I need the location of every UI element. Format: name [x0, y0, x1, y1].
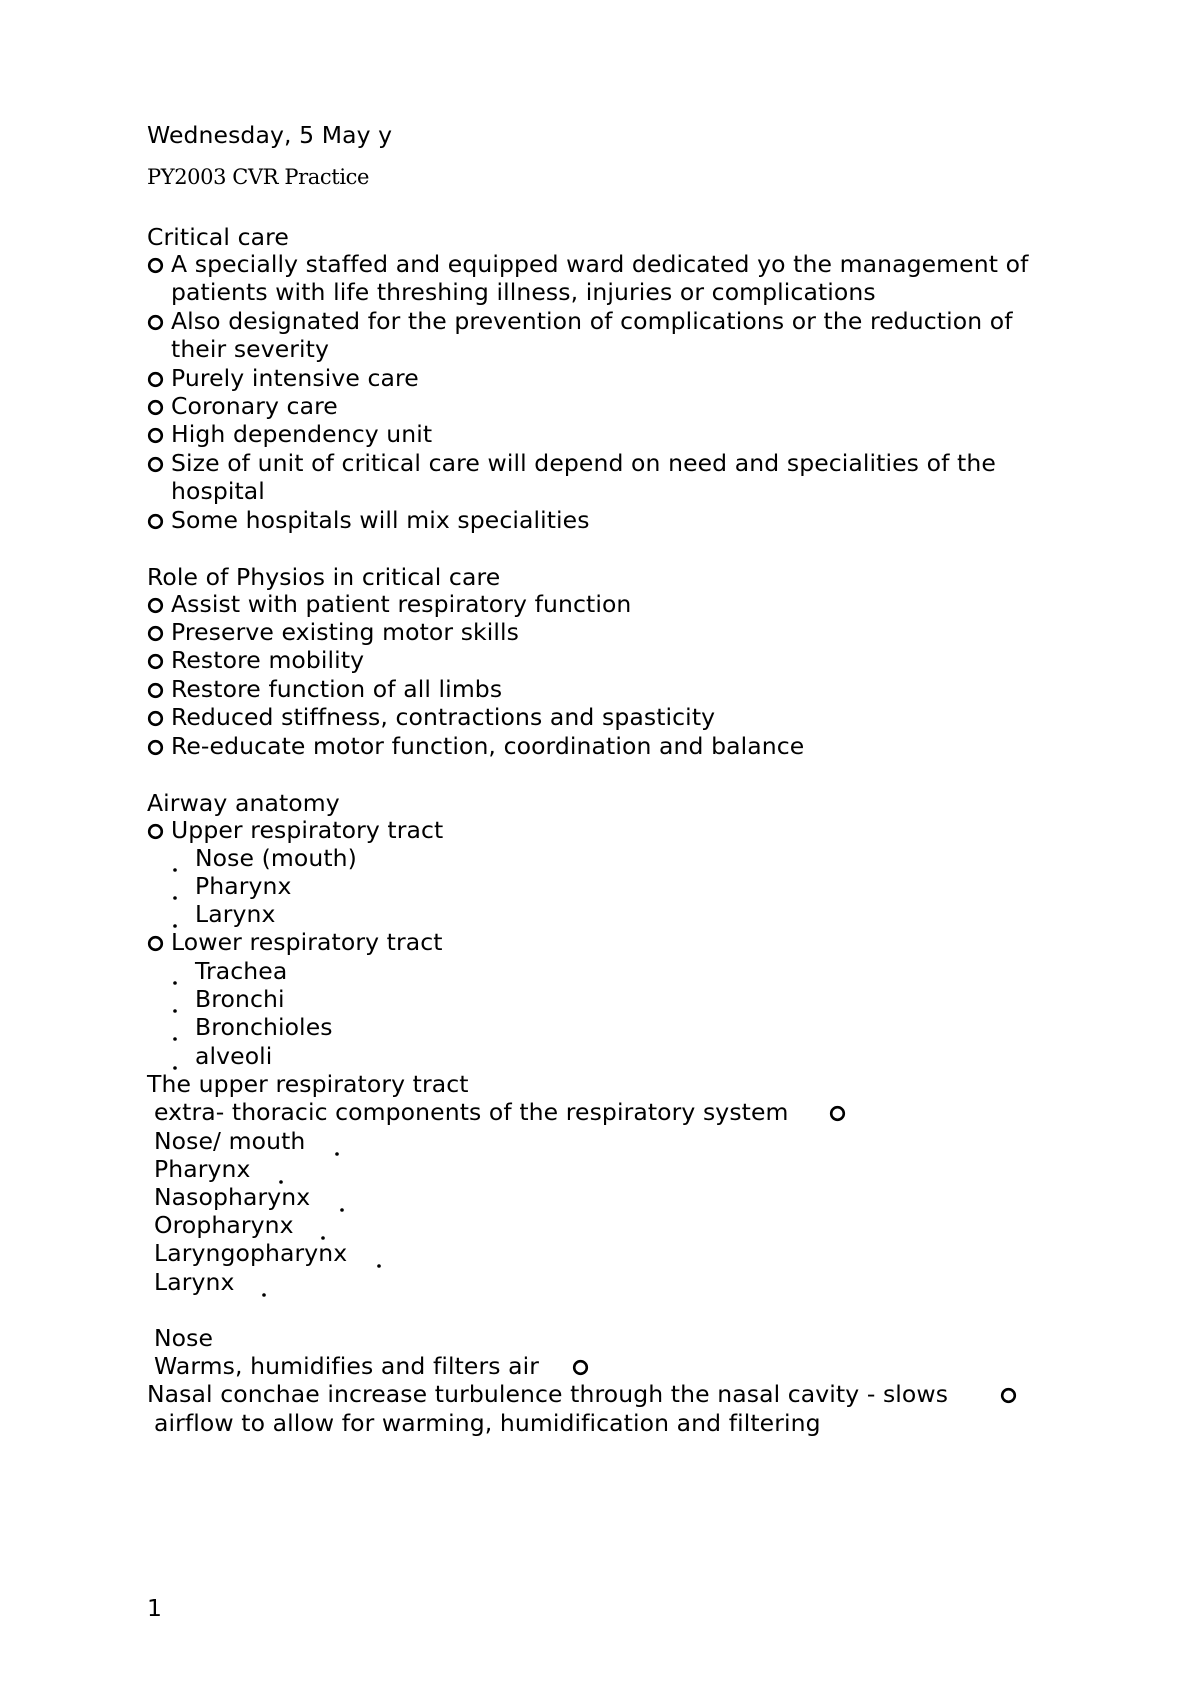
hollow-circle-bullet-icon — [147, 823, 164, 840]
list-item: Reduced stiffness, contractions and spasticity — [171, 703, 716, 731]
hollow-circle-bullet-icon — [147, 935, 164, 952]
list-item: Restore mobility — [171, 646, 365, 674]
list-item: Re-educate motor function, coordination and balance — [171, 732, 805, 760]
sub-list-item: alveoli — [195, 1042, 273, 1070]
small-dot-bullet-icon — [172, 1056, 178, 1062]
small-dot-bullet-icon — [172, 858, 178, 864]
small-dot-bullet-icon — [172, 971, 178, 977]
hollow-circle-bullet-icon — [147, 653, 164, 670]
hollow-circle-bullet-icon — [147, 597, 164, 614]
section-heading-nose: Nose — [154, 1324, 214, 1352]
small-dot-bullet-icon — [320, 1226, 326, 1232]
page-number: 1 — [147, 1594, 163, 1622]
list-item: Size of unit of critical care will depend on need and specialities of the — [171, 449, 996, 477]
document-date: Wednesday, 5 May y — [147, 121, 393, 149]
list-item: Also designated for the prevention of complications or the reduction of — [171, 307, 1013, 335]
small-dot-bullet-icon — [172, 886, 178, 892]
section-heading-critical-care: Critical care — [147, 223, 289, 251]
hollow-circle-bullet-icon — [147, 399, 164, 416]
small-dot-bullet-icon — [339, 1198, 345, 1204]
hollow-circle-bullet-icon — [147, 427, 164, 444]
hollow-circle-bullet-icon — [1000, 1387, 1017, 1404]
sub-list-item: Larynx — [195, 900, 276, 928]
list-item: Upper respiratory tract — [171, 816, 444, 844]
list-item: Preserve existing motor skills — [171, 618, 519, 646]
list-item-continuation: airflow to allow for warming, humidification and filtering — [154, 1409, 821, 1437]
hollow-circle-bullet-icon — [147, 371, 164, 388]
list-item: extra- thoracic components of the respiratory system — [154, 1098, 789, 1126]
hollow-circle-bullet-icon — [147, 456, 164, 473]
small-dot-bullet-icon — [334, 1142, 340, 1148]
small-dot-bullet-icon — [172, 1027, 178, 1033]
list-item: Warms, humidifies and filters air — [154, 1352, 540, 1380]
course-title: PY2003 CVR Practice — [147, 165, 370, 189]
hollow-circle-bullet-icon — [147, 314, 164, 331]
list-item: Some hospitals will mix specialities — [171, 506, 590, 534]
list-item: Nasal conchae increase turbulence through the nasal cavity - slows — [147, 1380, 949, 1408]
small-dot-bullet-icon — [172, 914, 178, 920]
section-heading-role-of-physios: Role of Physios in critical care — [147, 563, 501, 591]
hollow-circle-bullet-icon — [147, 625, 164, 642]
sub-list-item: Pharynx — [154, 1155, 251, 1183]
hollow-circle-bullet-icon — [147, 682, 164, 699]
list-item: A specially staffed and equipped ward dedicated yo the management of — [171, 250, 1029, 278]
list-item: Lower respiratory tract — [171, 928, 443, 956]
hollow-circle-bullet-icon — [147, 513, 164, 530]
sub-list-item: Nasopharynx — [154, 1183, 311, 1211]
small-dot-bullet-icon — [376, 1254, 382, 1260]
list-item: Coronary care — [171, 392, 338, 420]
sub-list-item: Nose (mouth) — [195, 844, 357, 872]
sub-list-item: Pharynx — [195, 872, 292, 900]
list-item-continuation: their severity — [171, 335, 330, 363]
sub-list-item: Laryngopharynx — [154, 1239, 348, 1267]
hollow-circle-bullet-icon — [147, 739, 164, 756]
list-item: High dependency unit — [171, 420, 433, 448]
list-item: Purely intensive care — [171, 364, 419, 392]
list-item-continuation: hospital — [171, 477, 265, 505]
sub-list-item: Trachea — [195, 957, 288, 985]
section-heading-airway-anatomy: Airway anatomy — [147, 789, 340, 817]
sub-list-item: Bronchioles — [195, 1013, 333, 1041]
hollow-circle-bullet-icon — [829, 1105, 846, 1122]
sub-list-item: Bronchi — [195, 985, 285, 1013]
sub-list-item: Larynx — [154, 1268, 235, 1296]
hollow-circle-bullet-icon — [572, 1359, 589, 1376]
list-item-continuation: patients with life threshing illness, injuries or complications — [171, 278, 876, 306]
sub-list-item: Nose/ mouth — [154, 1127, 306, 1155]
list-item: Assist with patient respiratory function — [171, 590, 632, 618]
small-dot-bullet-icon — [278, 1170, 284, 1176]
section-heading-upper-respiratory-tract: The upper respiratory tract — [147, 1070, 469, 1098]
small-dot-bullet-icon — [261, 1283, 267, 1289]
hollow-circle-bullet-icon — [147, 257, 164, 274]
hollow-circle-bullet-icon — [147, 710, 164, 727]
sub-list-item: Oropharynx — [154, 1211, 294, 1239]
list-item: Restore function of all limbs — [171, 675, 503, 703]
small-dot-bullet-icon — [172, 999, 178, 1005]
